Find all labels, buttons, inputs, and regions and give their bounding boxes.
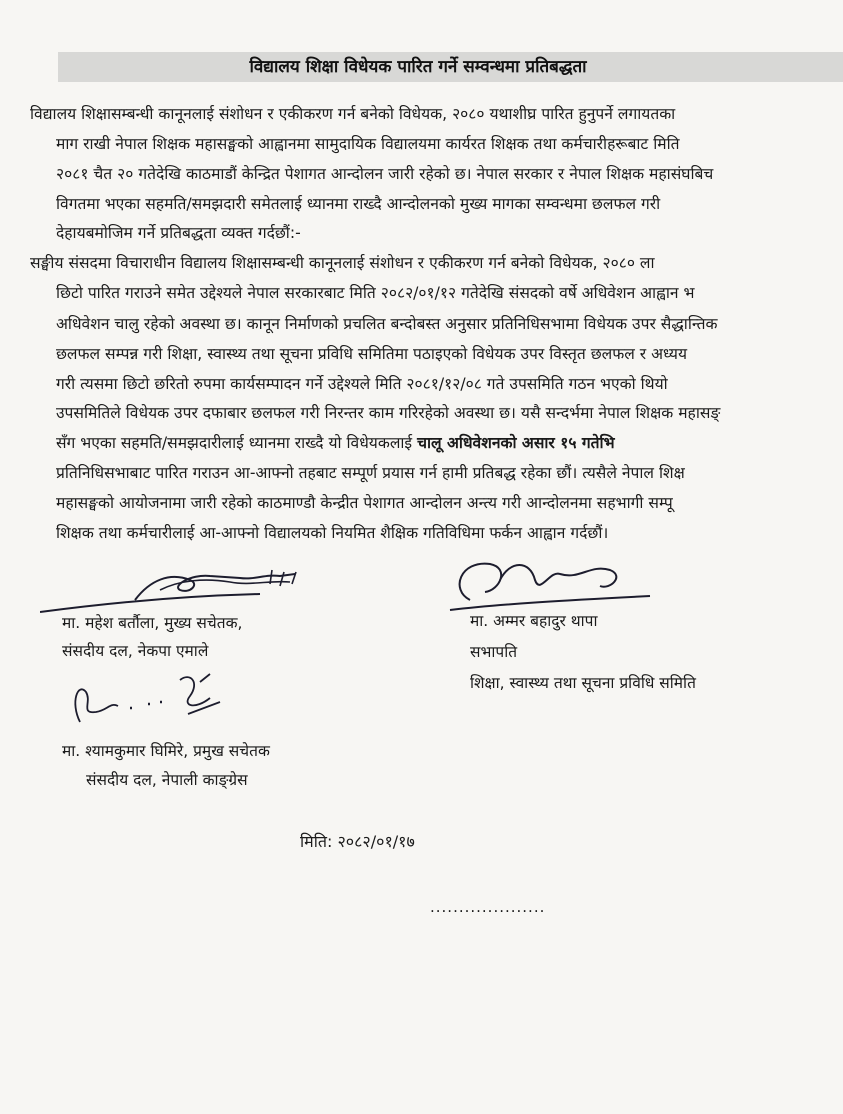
signatory-1-role: संसदीय दल, नेकपा एमाले [62,642,209,660]
body-line: उपसमितिले विधेयक उपर दफाबार छलफल गरी निरन्तर काम गरिरहेको अवस्था छ। यसै सन्दर्भमा नेपाल शिक्षक महासङ् [56,404,721,422]
signatory-3-name: मा. श्यामकुमार घिमिरे, प्रमुख सचेतक [62,742,270,760]
signature-scribble-1 [40,560,320,620]
signatory-2-role: सभापति [470,643,518,661]
body-line: छिटो पारित गराउने समेत उद्देश्यले नेपाल सरकारबाट मिति २०८२/०१/१२ गतेदेखि संसदको वर्षे अधिवेशन आह्वान भ [56,284,695,302]
body-line: विगतमा भएका सहमति/समझदारी समेतलाई ध्यानमा राख्दै आन्दोलनको मुख्य मागका सम्वन्धमा छलफल गरी [56,195,661,213]
document-title: विद्यालय शिक्षा विधेयक पारित गर्ने सम्वन्धमा प्रतिबद्धता [249,57,587,77]
body-bold-text: चालू अधिवेशनको असार १५ गतेभि [417,434,615,452]
body-line: माग राखी नेपाल शिक्षक महासङ्घको आह्वानमा सामुदायिक विद्यालयमा कार्यरत शिक्षक तथा कर्मचारीहरूबाट मिति [56,135,680,153]
body-line: देहायबमोजिम गर्ने प्रतिबद्धता व्यक्त गर्दछौं:- [56,224,301,242]
body-line: सङ्घीय संसदमा विचाराधीन विद्यालय शिक्षासम्बन्धी कानूनलाई संशोधन र एकीकरण गर्न बनेको विधेयक, २०८० ला [30,254,655,272]
body-line: २०८१ चैत २० गतेदेखि काठमाडौं केन्द्रित पेशागत आन्दोलन जारी रहेको छ। नेपाल सरकार र नेपाल शिक्षक महासंघबिच [56,165,714,183]
body-line: छलफल सम्पन्न गरी शिक्षा, स्वास्थ्य तथा सूचना प्रविधि समितिमा पठाइएको विधेयक उपर विस्तृत छलफल र अध्यय [56,345,688,363]
body-line: विद्यालय शिक्षासम्बन्धी कानूनलाई संशोधन र एकीकरण गर्न बनेको विधेयक, २०८० यथाशीघ्र पारित हुनुपर्ने लगायतका [30,105,676,123]
signature-scribble-3 [60,662,240,732]
body-line: शिक्षक तथा कर्मचारीलाई आ-आफ्नो विद्यालयको नियमित शैक्षिक गतिविधिमा फर्कन आह्वान गर्दछौं। [56,524,609,542]
signatory-2-name: मा. अम्मर बहादुर थापा [470,612,598,630]
dotted-line: .................... [430,898,546,916]
body-line [56,432,615,454]
body-line: महासङ्घको आयोजनामा जारी रहेको काठमाण्डौ केन्द्रीत पेशागत आन्दोलन अन्त्य गरी आन्दोलनमा सहभागी सम्पू [56,494,673,512]
signatory-3-role: संसदीय दल, नेपाली काङ्ग्रेस [86,771,248,789]
signatory-1-name: मा. महेश बर्तौला, मुख्य सचेतक, [62,614,243,632]
document-date: मिति: २०८२/०१/१७ [300,832,415,851]
body-line: गरी त्यसमा छिटो छरितो रुपमा कार्यसम्पादन गर्ने उद्देश्यले मिति २०८१/१२/०८ गते उपसमिति गठन भएको थियो [56,375,668,393]
signatory-2-org: शिक्षा, स्वास्थ्य तथा सूचना प्रविधि समिति [470,674,696,692]
body-line-text: सँग भएका सहमति/समझदारीलाई ध्यानमा राख्दै यो विधेयकलाई [56,434,413,452]
body-line: अधिवेशन चालु रहेको अवस्था छ। कानून निर्माणको प्रचलित बन्दोबस्त अनुसार प्रतिनिधिसभामा विधेयक उपर सैद्धान्तिक [56,315,718,333]
body-line: प्रतिनिधिसभाबाट पारित गराउन आ-आफ्नो तहबाट सम्पूर्ण प्रयास गर्न हामी प्रतिबद्ध रहेका छौं। त्यसैले नेपाल शिक्ष [56,464,685,482]
